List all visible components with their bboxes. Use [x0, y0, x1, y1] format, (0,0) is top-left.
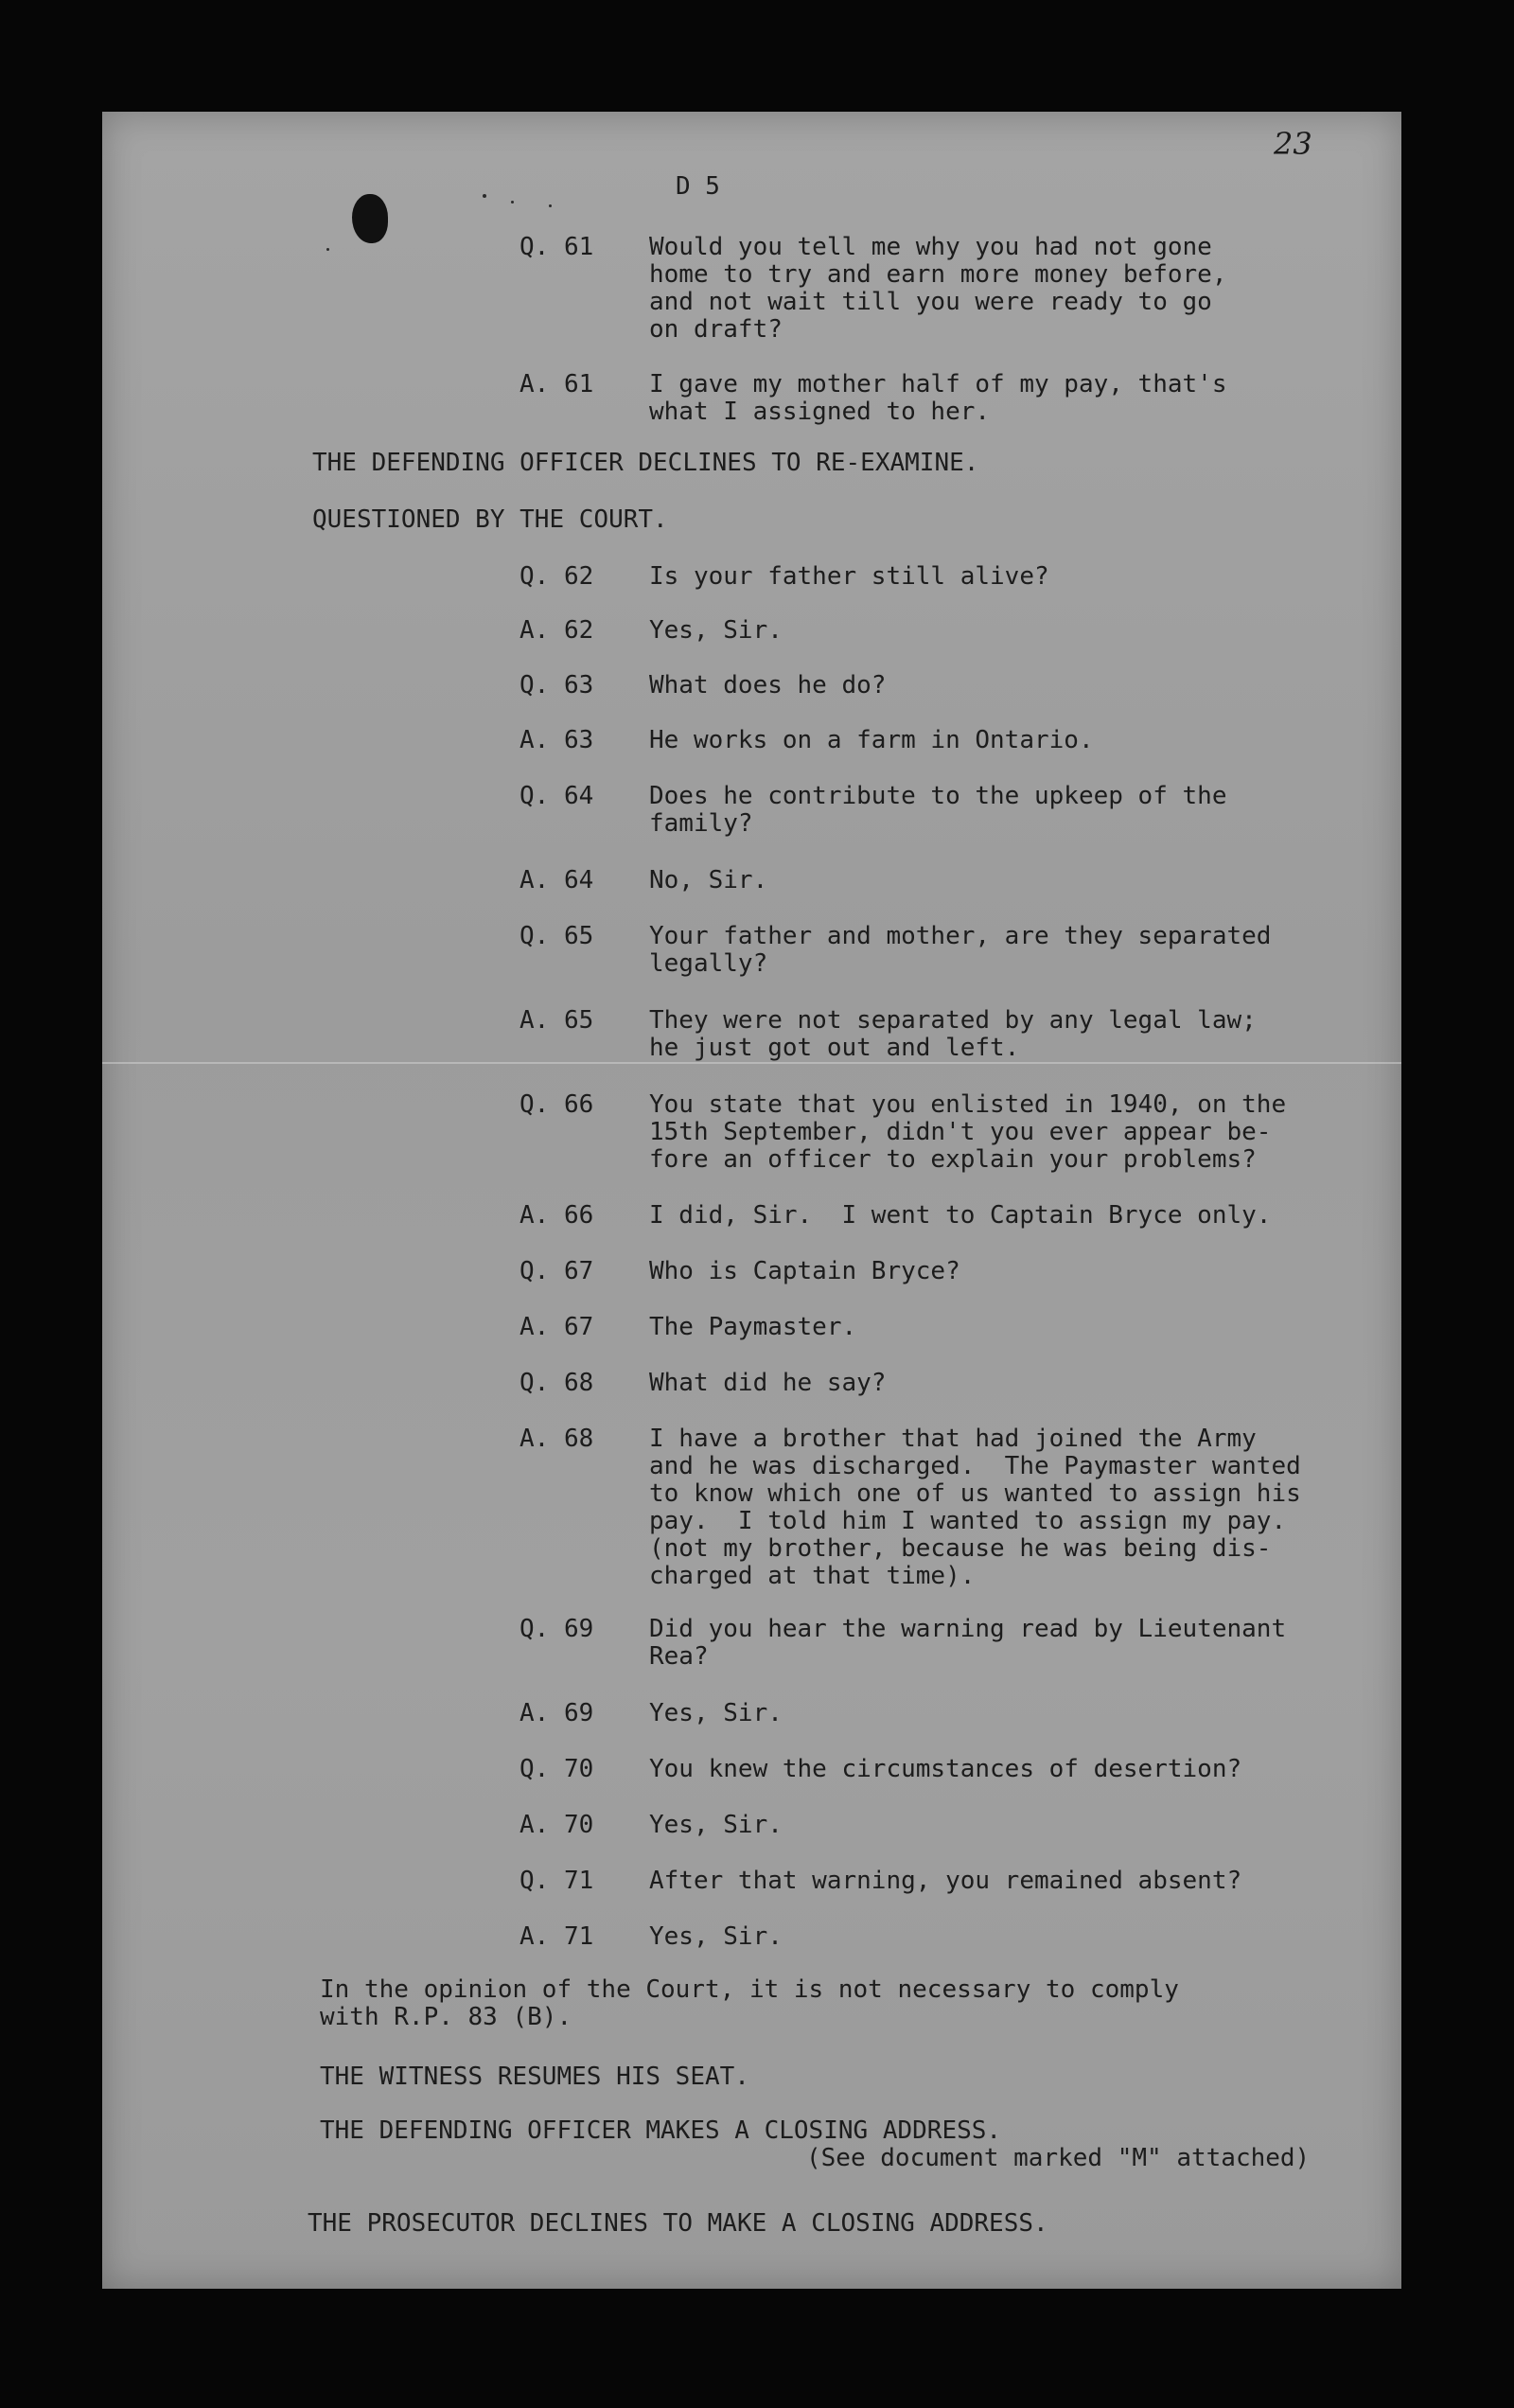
- entry-line: and he was discharged. The Paymaster wanted: [649, 1452, 1301, 1480]
- entry-label: A. 65: [519, 1006, 594, 1035]
- entry-line: fore an officer to explain your problems?: [649, 1145, 1257, 1174]
- entry-text: [649, 1202, 1271, 1230]
- entry-text: [649, 1425, 1301, 1590]
- entry-line: charged at that time).: [649, 1562, 976, 1590]
- entry-line: Did you hear the warning read by Lieutenant: [649, 1615, 1287, 1643]
- entry-line: They were not separated by any legal law;: [649, 1006, 1257, 1035]
- entry-line: Would you tell me why you had not gone: [649, 233, 1212, 261]
- entry-text: [649, 727, 1094, 754]
- closing-address-note: THE DEFENDING OFFICER MAKES A CLOSING ADDRESS.: [320, 2116, 1002, 2145]
- page-number: 23: [1274, 126, 1312, 162]
- entry-line: Does he contribute to the upkeep of the: [649, 782, 1227, 810]
- entry-text: [649, 1700, 783, 1727]
- entry-line: Is your father still alive?: [649, 562, 1049, 591]
- entry-text: [649, 923, 1271, 978]
- prosecutor-declines-note: THE PROSECUTOR DECLINES TO MAKE A CLOSING ADDRESS.: [308, 2209, 1048, 2238]
- ink-blot: [352, 194, 388, 243]
- entry-line: Yes, Sir.: [649, 1922, 783, 1951]
- entry-line: I have a brother that had joined the Army: [649, 1425, 1257, 1453]
- entry-text: [649, 563, 1049, 591]
- defending-declines-note: THE DEFENDING OFFICER DECLINES TO RE-EXAMINE.: [312, 449, 979, 477]
- entry-text: [649, 617, 783, 645]
- entry-label: Q. 66: [519, 1090, 594, 1119]
- court-opinion-line-1: In the opinion of the Court, it is not necessary to comply: [320, 1975, 1179, 2004]
- entry-line: (not my brother, because he was being dis-: [649, 1534, 1272, 1563]
- questioned-by-court-heading: QUESTIONED BY THE COURT.: [312, 505, 668, 534]
- entry-text: [649, 371, 1226, 426]
- entry-text: [649, 1091, 1286, 1174]
- entry-label: Q. 68: [519, 1369, 594, 1397]
- entry-text: [649, 1923, 783, 1951]
- entry-line: I did, Sir. I went to Captain Bryce only.: [649, 1201, 1272, 1230]
- entry-text: [649, 1007, 1257, 1062]
- speck: [549, 204, 552, 207]
- entry-text: [649, 1616, 1286, 1671]
- entry-line: Rea?: [649, 1642, 709, 1671]
- entry-line: home to try and earn more money before,: [649, 260, 1227, 289]
- entry-label: Q. 67: [519, 1257, 594, 1285]
- entry-line: He works on a farm in Ontario.: [649, 726, 1094, 754]
- entry-line: You state that you enlisted in 1940, on the: [649, 1090, 1287, 1119]
- entry-line: Yes, Sir.: [649, 616, 783, 645]
- entry-line: Your father and mother, are they separated: [649, 922, 1272, 950]
- entry-line: pay. I told him I wanted to assign my pay.: [649, 1507, 1287, 1535]
- entry-text: [649, 1868, 1241, 1895]
- speck: [483, 194, 486, 198]
- entry-text: [649, 783, 1226, 838]
- entry-text: [649, 672, 886, 699]
- entry-line: After that warning, you remained absent?: [649, 1867, 1242, 1895]
- entry-line: and not wait till you were ready to go: [649, 288, 1212, 316]
- see-document-note: (See document marked "M" attached): [806, 2144, 1311, 2172]
- speck: [511, 201, 514, 204]
- entry-line: Yes, Sir.: [649, 1811, 783, 1839]
- entry-line: I gave my mother half of my pay, that's: [649, 370, 1227, 398]
- entry-line: he just got out and left.: [649, 1034, 1020, 1062]
- entry-label: Q. 70: [519, 1755, 594, 1783]
- entry-label: A. 67: [519, 1313, 594, 1341]
- entry-line: Yes, Sir.: [649, 1699, 783, 1727]
- entry-line: 15th September, didn't you ever appear be-: [649, 1118, 1272, 1146]
- entry-line: family?: [649, 809, 753, 838]
- entry-text: [649, 1258, 960, 1285]
- court-opinion-line-2: with R.P. 83 (B).: [320, 2003, 572, 2031]
- entry-label: Q. 71: [519, 1867, 594, 1895]
- witness-resumes-note: THE WITNESS RESUMES HIS SEAT.: [320, 2063, 749, 2091]
- entry-label: A. 66: [519, 1201, 594, 1230]
- entry-text: [649, 234, 1226, 344]
- entry-label: Q. 69: [519, 1615, 594, 1643]
- section-code: D 5: [676, 172, 720, 201]
- entry-label: A. 62: [519, 616, 594, 645]
- entry-label: A. 63: [519, 726, 594, 754]
- entry-label: Q. 63: [519, 671, 594, 699]
- entry-label: Q. 62: [519, 562, 594, 591]
- entry-line: The Paymaster.: [649, 1313, 857, 1341]
- entry-text: [649, 867, 767, 894]
- entry-line: What does he do?: [649, 671, 887, 699]
- entry-label: Q. 64: [519, 782, 594, 810]
- entry-text: [649, 1314, 856, 1341]
- entry-label: A. 64: [519, 866, 594, 894]
- entry-line: on draft?: [649, 315, 783, 344]
- entry-line: to know which one of us wanted to assign his: [649, 1479, 1301, 1508]
- entry-label: A. 68: [519, 1425, 594, 1453]
- entry-label: Q. 65: [519, 922, 594, 950]
- entry-line: What did he say?: [649, 1369, 887, 1397]
- entry-line: You knew the circumstances of desertion?: [649, 1755, 1242, 1783]
- entry-line: No, Sir.: [649, 866, 768, 894]
- entry-text: [649, 1756, 1241, 1783]
- page-crease: [102, 1062, 1401, 1064]
- entry-line: what I assigned to her.: [649, 398, 991, 426]
- entry-text: [649, 1812, 783, 1839]
- entry-line: Who is Captain Bryce?: [649, 1257, 960, 1285]
- entry-text: [649, 1370, 886, 1397]
- document-page: [102, 112, 1401, 2289]
- entry-label: A. 69: [519, 1699, 594, 1727]
- entry-label: A. 61: [519, 370, 594, 398]
- entry-label: A. 70: [519, 1811, 594, 1839]
- speck: [326, 248, 329, 251]
- entry-line: legally?: [649, 949, 768, 978]
- entry-label: Q. 61: [519, 233, 594, 261]
- entry-label: A. 71: [519, 1922, 594, 1951]
